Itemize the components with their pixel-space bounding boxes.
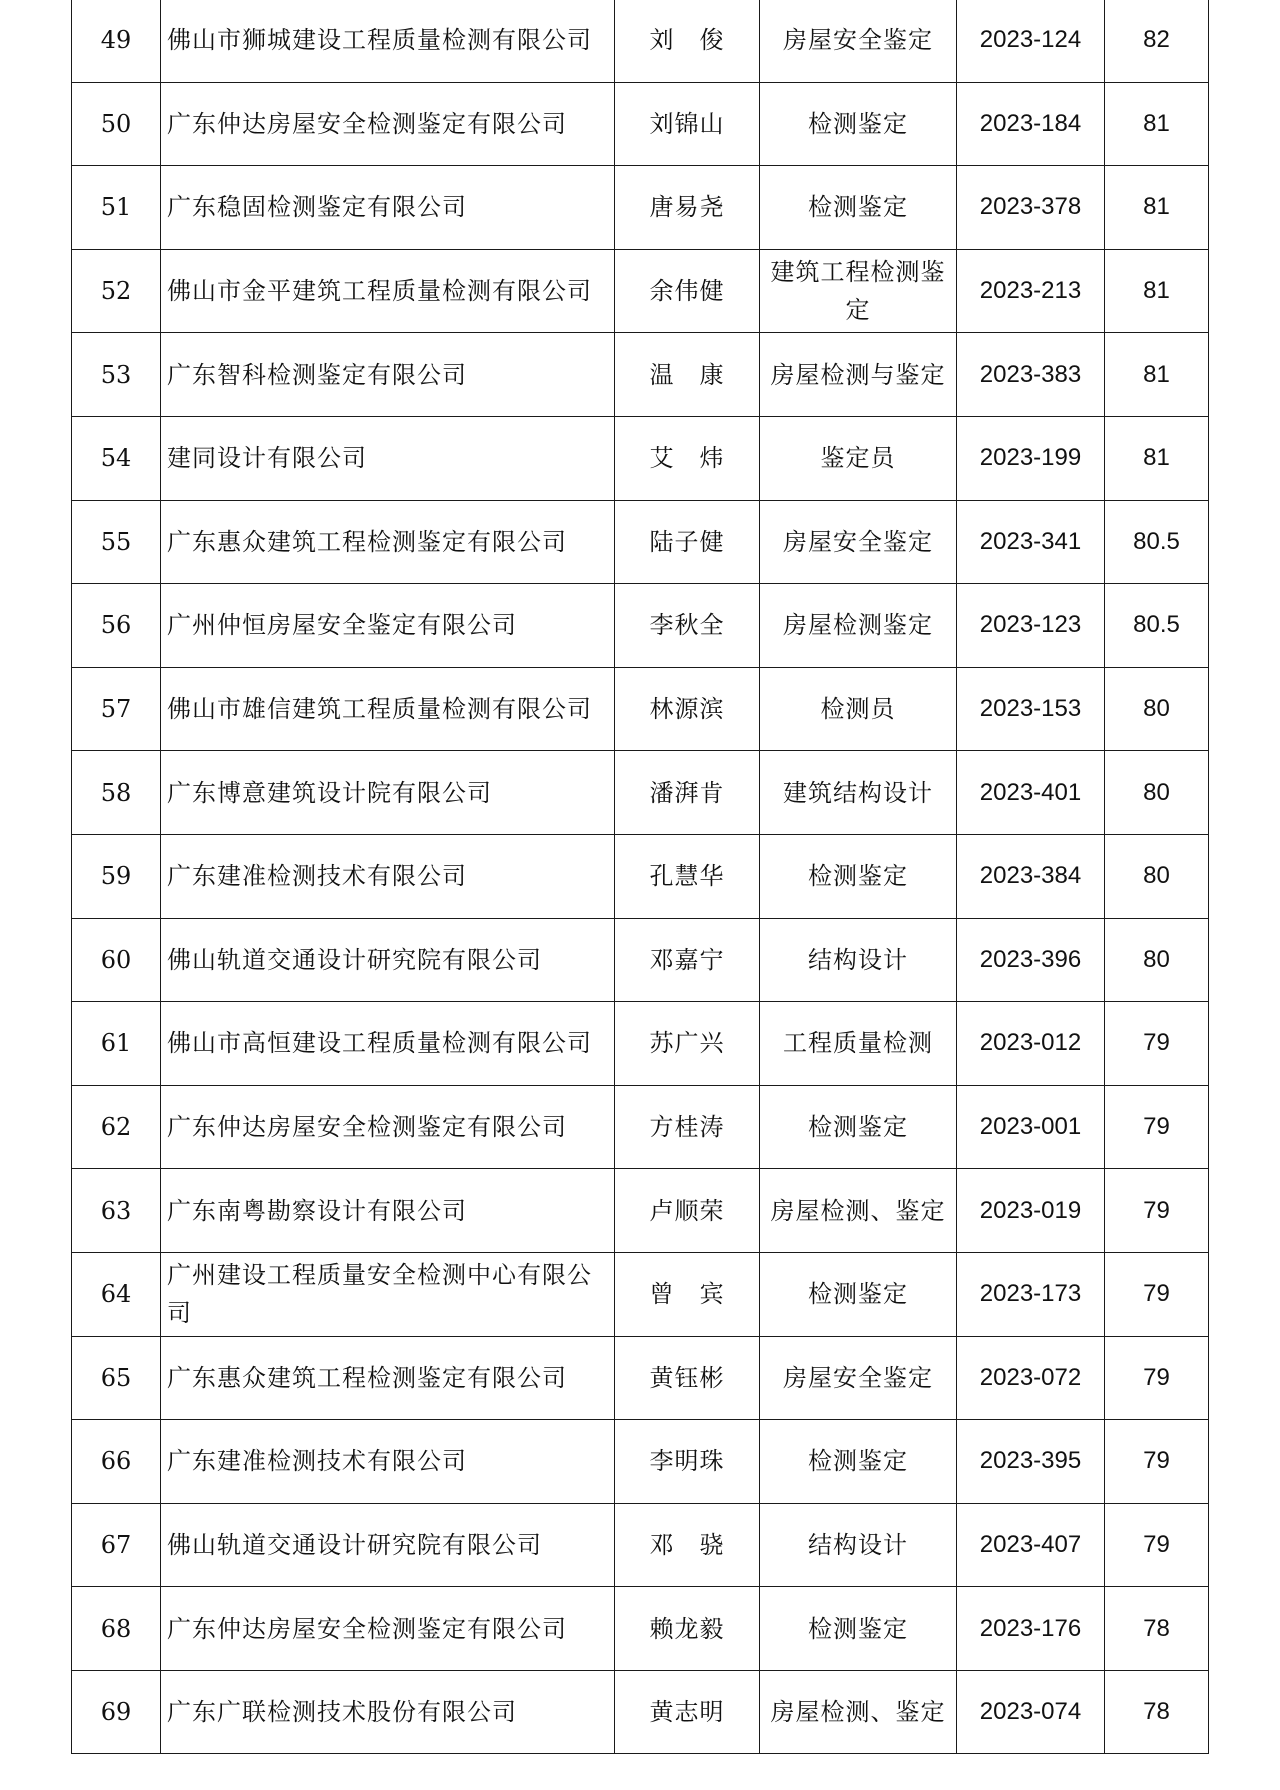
row-number-cell: 60 [72, 918, 161, 1002]
certificate-number-cell: 2023-072 [957, 1336, 1105, 1420]
row-number-cell: 68 [72, 1587, 161, 1671]
person-name-cell: 孔慧华 [615, 834, 760, 918]
certificate-number-cell: 2023-173 [957, 1252, 1105, 1336]
position-cell: 结构设计 [760, 1503, 957, 1587]
row-number-cell: 59 [72, 834, 161, 918]
position-cell: 建筑结构设计 [760, 751, 957, 835]
person-name-cell: 赖龙毅 [615, 1587, 760, 1671]
company-cell: 广东仲达房屋安全检测鉴定有限公司 [161, 1085, 615, 1169]
position-cell: 检测鉴定 [760, 1587, 957, 1671]
certificate-number-cell: 2023-012 [957, 1002, 1105, 1086]
person-name-cell: 唐易尧 [615, 166, 760, 250]
company-cell: 广州仲恒房屋安全鉴定有限公司 [161, 584, 615, 668]
score-cell: 79 [1105, 1503, 1209, 1587]
table-row [72, 584, 1209, 668]
certificate-number-cell: 2023-384 [957, 834, 1105, 918]
person-name-cell: 邓嘉宁 [615, 918, 760, 1002]
certificate-number-cell: 2023-378 [957, 166, 1105, 250]
row-number-cell: 63 [72, 1169, 161, 1253]
position-cell: 鉴定员 [760, 416, 957, 500]
person-name-cell: 潘湃肯 [615, 751, 760, 835]
person-name-cell: 李明珠 [615, 1420, 760, 1504]
position-cell: 检测鉴定 [760, 82, 957, 166]
certificate-number-cell: 2023-153 [957, 667, 1105, 751]
score-cell: 80 [1105, 667, 1209, 751]
table-row [72, 82, 1209, 166]
row-number-cell: 49 [72, 0, 161, 82]
certificate-number-cell: 2023-407 [957, 1503, 1105, 1587]
company-cell: 广东建准检测技术有限公司 [161, 1420, 615, 1504]
table-row [72, 834, 1209, 918]
person-name-cell: 曾 宾 [615, 1252, 760, 1336]
position-cell: 房屋安全鉴定 [760, 500, 957, 584]
score-cell: 80 [1105, 751, 1209, 835]
certificate-number-cell: 2023-383 [957, 333, 1105, 417]
position-cell: 检测鉴定 [760, 166, 957, 250]
table-row [72, 0, 1209, 82]
company-cell: 佛山市金平建筑工程质量检测有限公司 [161, 249, 615, 333]
table-row [72, 918, 1209, 1002]
certificate-number-cell: 2023-124 [957, 0, 1105, 82]
table-row [72, 1503, 1209, 1587]
table-row [72, 1002, 1209, 1086]
table-row [72, 166, 1209, 250]
company-cell: 广东仲达房屋安全检测鉴定有限公司 [161, 82, 615, 166]
score-cell: 80 [1105, 918, 1209, 1002]
row-number-cell: 55 [72, 500, 161, 584]
certificate-number-cell: 2023-019 [957, 1169, 1105, 1253]
certificate-number-cell: 2023-396 [957, 918, 1105, 1002]
score-cell: 79 [1105, 1252, 1209, 1336]
person-name-cell: 温 康 [615, 333, 760, 417]
certificate-number-cell: 2023-001 [957, 1085, 1105, 1169]
row-number-cell: 66 [72, 1420, 161, 1504]
person-name-cell: 卢顺荣 [615, 1169, 760, 1253]
row-number-cell: 53 [72, 333, 161, 417]
person-name-cell: 李秋全 [615, 584, 760, 668]
certificate-number-cell: 2023-213 [957, 249, 1105, 333]
score-cell: 79 [1105, 1336, 1209, 1420]
row-number-cell: 56 [72, 584, 161, 668]
row-number-cell: 50 [72, 82, 161, 166]
row-number-cell: 51 [72, 166, 161, 250]
row-number-cell: 69 [72, 1670, 161, 1754]
certificate-number-cell: 2023-401 [957, 751, 1105, 835]
score-cell: 81 [1105, 82, 1209, 166]
person-name-cell: 刘锦山 [615, 82, 760, 166]
score-cell: 80.5 [1105, 500, 1209, 584]
row-number-cell: 61 [72, 1002, 161, 1086]
company-cell: 广东广联检测技术股份有限公司 [161, 1670, 615, 1754]
company-cell: 广东稳固检测鉴定有限公司 [161, 166, 615, 250]
table-row [72, 1670, 1209, 1754]
score-cell: 80.5 [1105, 584, 1209, 668]
position-cell: 房屋检测、鉴定 [760, 1169, 957, 1253]
score-cell: 80 [1105, 834, 1209, 918]
row-number-cell: 67 [72, 1503, 161, 1587]
company-cell: 佛山轨道交通设计研究院有限公司 [161, 918, 615, 1002]
score-cell: 81 [1105, 333, 1209, 417]
score-cell: 79 [1105, 1169, 1209, 1253]
position-cell: 检测鉴定 [760, 834, 957, 918]
table-row [72, 1252, 1209, 1336]
row-number-cell: 58 [72, 751, 161, 835]
company-cell: 佛山市雄信建筑工程质量检测有限公司 [161, 667, 615, 751]
table-row [72, 751, 1209, 835]
certificate-number-cell: 2023-074 [957, 1670, 1105, 1754]
company-cell: 佛山市狮城建设工程质量检测有限公司 [161, 0, 615, 82]
person-name-cell: 刘 俊 [615, 0, 760, 82]
score-cell: 81 [1105, 416, 1209, 500]
position-cell: 房屋安全鉴定 [760, 0, 957, 82]
position-cell: 检测鉴定 [760, 1252, 957, 1336]
score-cell: 82 [1105, 0, 1209, 82]
row-number-cell: 52 [72, 249, 161, 333]
row-number-cell: 54 [72, 416, 161, 500]
row-number-cell: 62 [72, 1085, 161, 1169]
table-row [72, 1336, 1209, 1420]
score-cell: 78 [1105, 1670, 1209, 1754]
person-name-cell: 邓 骁 [615, 1503, 760, 1587]
table-row [72, 500, 1209, 584]
person-name-cell: 林源滨 [615, 667, 760, 751]
row-number-cell: 65 [72, 1336, 161, 1420]
company-cell: 广东惠众建筑工程检测鉴定有限公司 [161, 1336, 615, 1420]
ranking-table [71, 0, 1209, 1754]
ranking-table-body [72, 0, 1209, 1754]
person-name-cell: 余伟健 [615, 249, 760, 333]
person-name-cell: 苏广兴 [615, 1002, 760, 1086]
position-cell: 房屋安全鉴定 [760, 1336, 957, 1420]
position-cell: 工程质量检测 [760, 1002, 957, 1086]
position-cell: 房屋检测、鉴定 [760, 1670, 957, 1754]
person-name-cell: 黄钰彬 [615, 1336, 760, 1420]
certificate-number-cell: 2023-341 [957, 500, 1105, 584]
score-cell: 79 [1105, 1420, 1209, 1504]
certificate-number-cell: 2023-395 [957, 1420, 1105, 1504]
position-cell: 检测鉴定 [760, 1420, 957, 1504]
score-cell: 79 [1105, 1002, 1209, 1086]
row-number-cell: 57 [72, 667, 161, 751]
company-cell: 广州建设工程质量安全检测中心有限公司 [161, 1252, 615, 1336]
position-cell: 检测鉴定 [760, 1085, 957, 1169]
table-row [72, 249, 1209, 333]
person-name-cell: 方桂涛 [615, 1085, 760, 1169]
table-row [72, 667, 1209, 751]
company-cell: 佛山市高恒建设工程质量检测有限公司 [161, 1002, 615, 1086]
table-row [72, 1587, 1209, 1671]
table-row [72, 1085, 1209, 1169]
table-row [72, 1169, 1209, 1253]
position-cell: 房屋检测与鉴定 [760, 333, 957, 417]
company-cell: 建同设计有限公司 [161, 416, 615, 500]
company-cell: 广东智科检测鉴定有限公司 [161, 333, 615, 417]
company-cell: 广东仲达房屋安全检测鉴定有限公司 [161, 1587, 615, 1671]
person-name-cell: 黄志明 [615, 1670, 760, 1754]
table-row [72, 333, 1209, 417]
certificate-number-cell: 2023-176 [957, 1587, 1105, 1671]
score-cell: 81 [1105, 249, 1209, 333]
company-cell: 佛山轨道交通设计研究院有限公司 [161, 1503, 615, 1587]
score-cell: 79 [1105, 1085, 1209, 1169]
person-name-cell: 陆子健 [615, 500, 760, 584]
position-cell: 检测员 [760, 667, 957, 751]
position-cell: 结构设计 [760, 918, 957, 1002]
company-cell: 广东博意建筑设计院有限公司 [161, 751, 615, 835]
score-cell: 78 [1105, 1587, 1209, 1671]
certificate-number-cell: 2023-123 [957, 584, 1105, 668]
position-cell: 建筑工程检测鉴定 [760, 249, 957, 333]
company-cell: 广东惠众建筑工程检测鉴定有限公司 [161, 500, 615, 584]
position-cell: 房屋检测鉴定 [760, 584, 957, 668]
company-cell: 广东南粤勘察设计有限公司 [161, 1169, 615, 1253]
row-number-cell: 64 [72, 1252, 161, 1336]
score-cell: 81 [1105, 166, 1209, 250]
person-name-cell: 艾 炜 [615, 416, 760, 500]
certificate-number-cell: 2023-184 [957, 82, 1105, 166]
certificate-number-cell: 2023-199 [957, 416, 1105, 500]
table-row [72, 1420, 1209, 1504]
table-row [72, 416, 1209, 500]
company-cell: 广东建准检测技术有限公司 [161, 834, 615, 918]
